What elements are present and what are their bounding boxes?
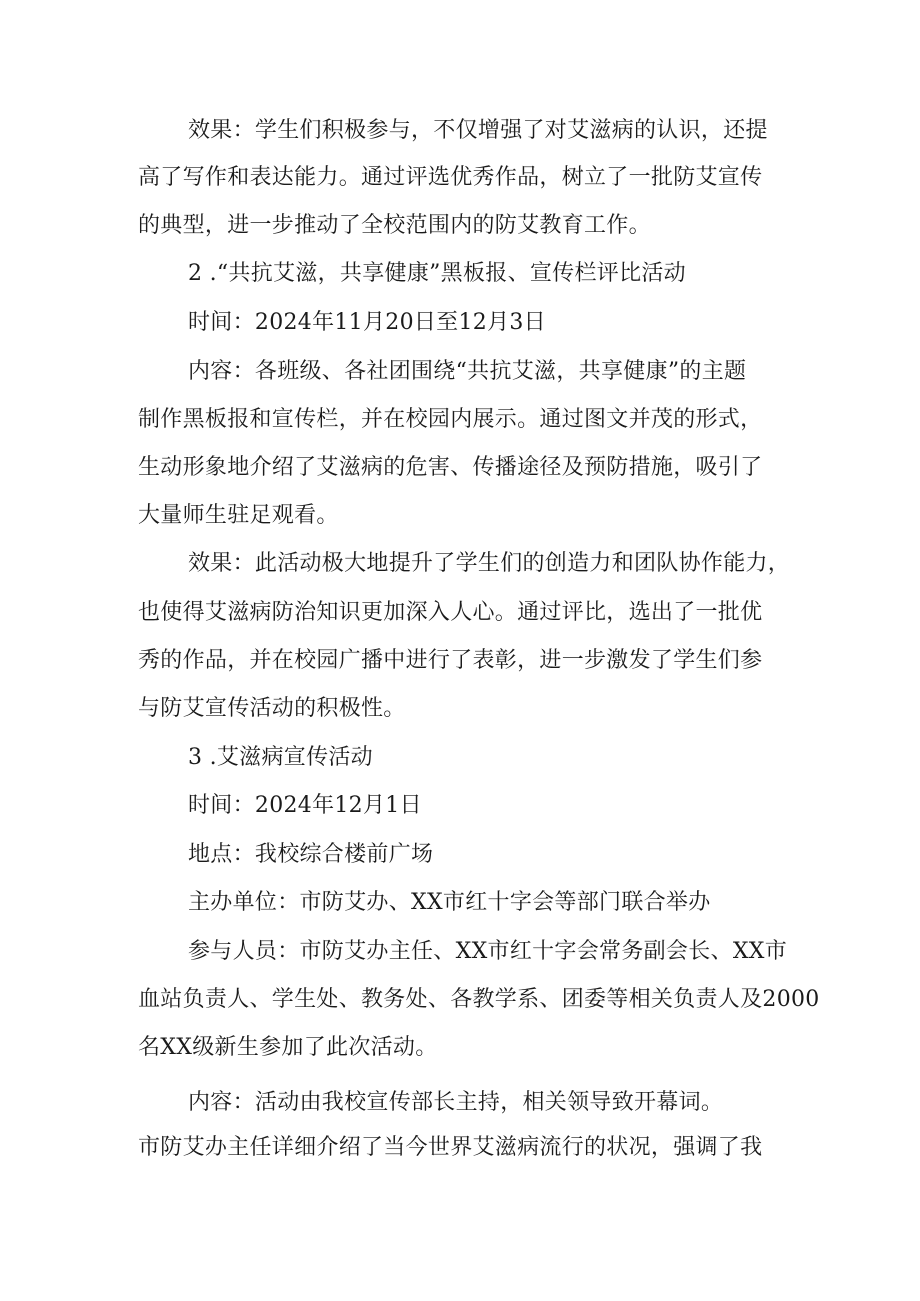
paragraph-line: 与防艾宣传活动的积极性。 [138,696,406,721]
paragraph-line: 内容：各班级、各社团围绕“共抗艾滋，共享健康”的主题 [188,359,747,384]
paragraph-line: 的典型，进一步推动了全校范围内的防艾教育工作。 [138,213,651,238]
section-heading: 3 .艾滋病宣传活动 [188,745,373,770]
paragraph-line: 大量师生驻足观看。 [138,503,339,528]
paragraph-line: 时间：2024年11月20日至12月3日 [188,310,546,335]
paragraph-line: 参与人员：市防艾办主任、XX市红十字会常务副会长、XX市 [188,939,788,964]
paragraph-line: 内容：活动由我校宣传部长主持，相关领导致开幕词。 [188,1090,724,1115]
paragraph-line: 效果：此活动极大地提升了学生们的创造力和团队协作能力， [188,551,791,576]
paragraph-line: 效果：学生们积极参与，不仅增强了对艾滋病的认识，还提 [188,118,768,143]
paragraph-line: 高了写作和表达能力。通过评选优秀作品，树立了一批防艾宣传 [138,165,763,190]
paragraph-line: 制作黑板报和宣传栏，并在校园内展示。通过图文并茂的形式， [138,407,763,432]
paragraph-line: 时间：2024年12月1日 [188,793,422,818]
paragraph-line: 也使得艾滋病防治知识更加深入人心。通过评比，选出了一批优 [138,600,763,625]
paragraph-line: 血站负责人、学生处、教务处、各教学系、团委等相关负责人及2000 [138,987,820,1012]
paragraph-line: 地点：我校综合楼前广场 [188,842,434,867]
paragraph-line: 秀的作品，并在校园广播中进行了表彰，进一步激发了学生们参 [138,648,763,673]
paragraph-line: 生动形象地介绍了艾滋病的危害、传播途径及预防措施，吸引了 [138,455,763,480]
section-heading: 2 .“共抗艾滋，共享健康”黑板报、宣传栏评比活动 [188,261,686,286]
paragraph-line: 市防艾办主任详细介绍了当今世界艾滋病流行的状况，强调了我 [138,1135,763,1160]
paragraph-line: 名XX级新生参加了此次活动。 [138,1035,438,1060]
paragraph-line: 主办单位：市防艾办、XX市红十字会等部门联合举办 [188,890,711,915]
